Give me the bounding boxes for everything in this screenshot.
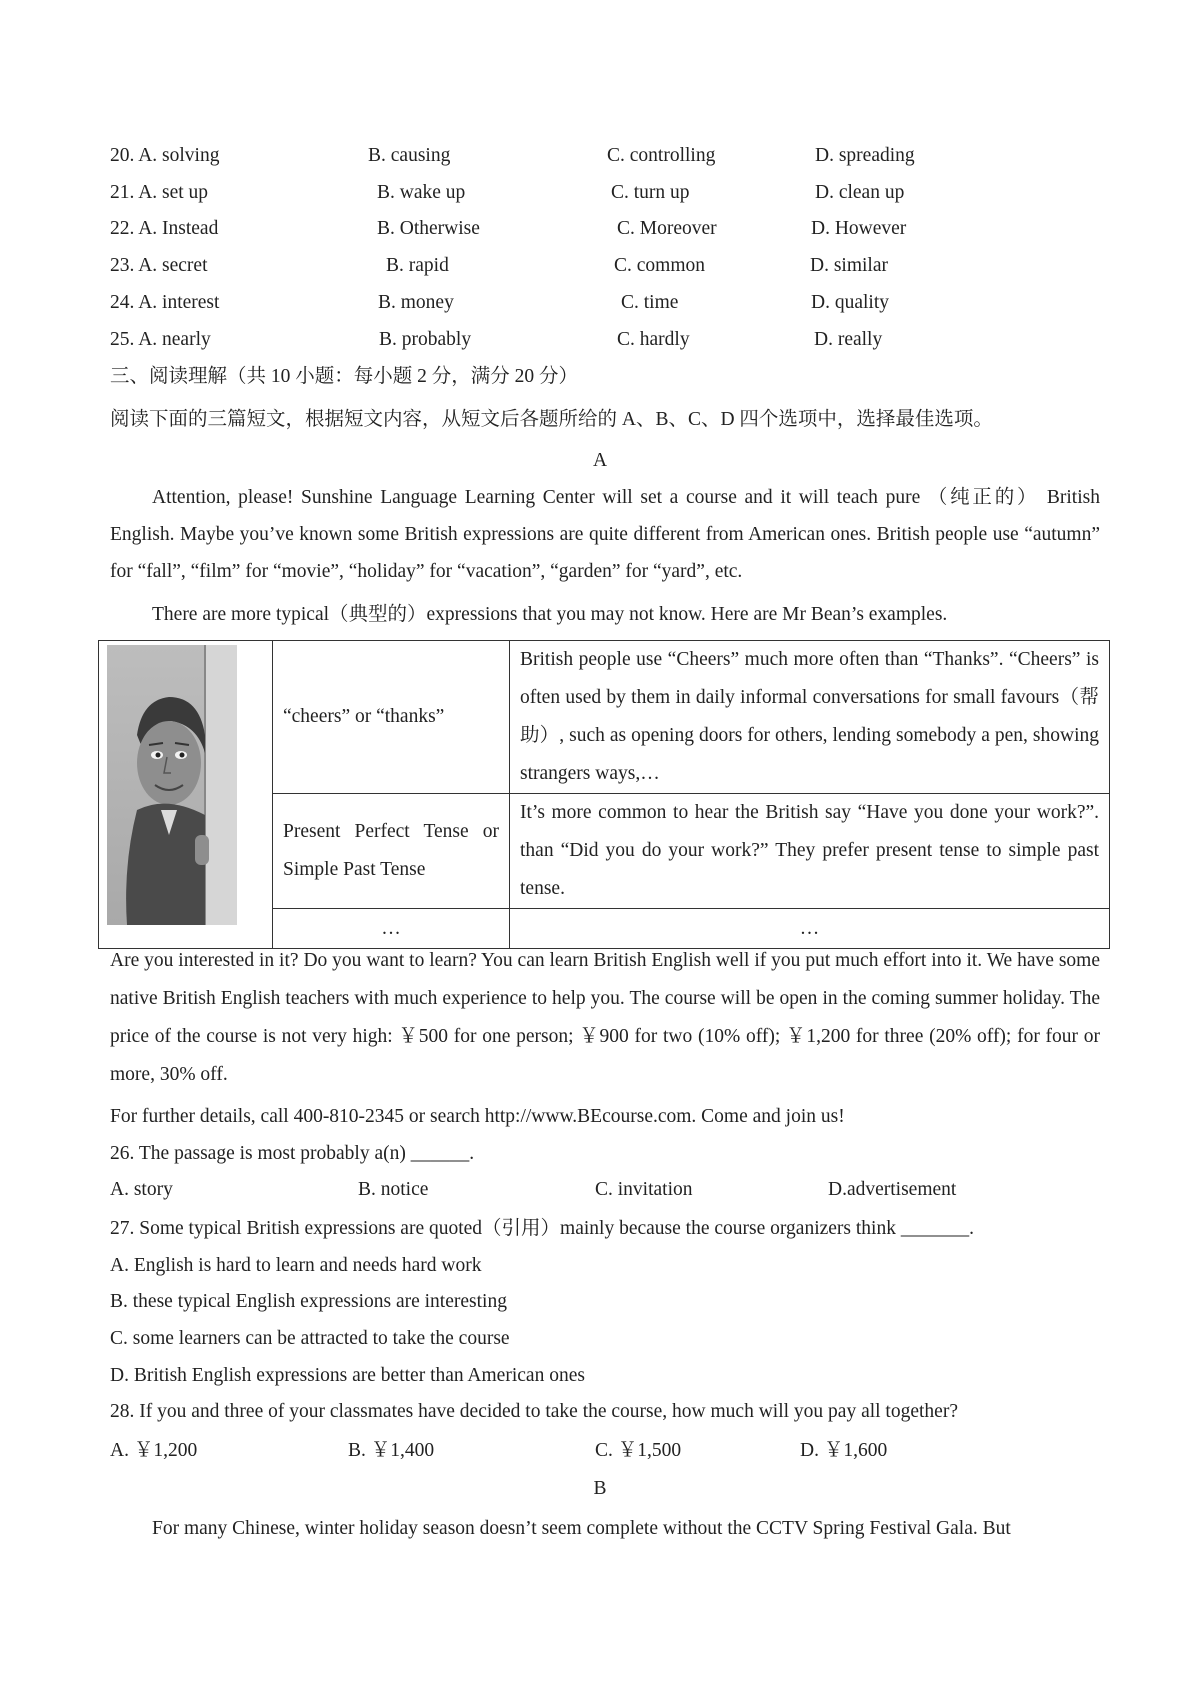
option-a: A. story xyxy=(110,1179,173,1200)
table-cell-desc: British people use “Cheers” much more often than “Thanks”. “Cheers” is often used by them in daily informal conversations for small favours（帮助）, such as opening doors for others, lending somebody a pen, showing strangers ways,… xyxy=(510,641,1110,794)
mr-bean-portrait-image xyxy=(107,645,237,925)
option-d: D. ￥1,600 xyxy=(800,1440,888,1461)
option-c: C. ￥1,500 xyxy=(595,1440,682,1461)
option-b: B. causing xyxy=(368,145,451,166)
portrait-cell xyxy=(99,641,273,949)
table-cell-term: “cheers” or “thanks” xyxy=(273,641,510,794)
option-b: B. ￥1,400 xyxy=(348,1440,435,1461)
passage-a-para3: Are you interested in it? Do you want to learn? You can learn British English well if you put much effort into it. We have some native British English teachers with much experience to help you. The course will be open in the coming summer holiday. The price of the course is not very high: ￥500 for one person; ￥900 for two (10% off); ￥1,200 for three (20% off); for four or more, 30% off. xyxy=(110,950,1100,1085)
option-b: B. rapid xyxy=(386,255,449,276)
option-c: C. hardly xyxy=(617,329,690,350)
question-27-option-c: C. some learners can be attracted to take the course xyxy=(110,1328,510,1349)
option-a: 23. A. secret xyxy=(110,255,208,276)
option-c: C. turn up xyxy=(611,182,690,203)
option-d: D. similar xyxy=(810,255,888,276)
passage-a-para2: There are more typical（典型的）expressions that you may not know. Here are Mr Bean’s examples. xyxy=(152,604,948,625)
option-a: 22. A. Instead xyxy=(110,218,219,239)
passage-b-para1: For many Chinese, winter holiday season doesn’t seem complete without the CCTV Spring Festival Gala. But xyxy=(152,1518,1011,1539)
section-heading: 三、阅读理解（共 10 小题：每小题 2 分，满分 20 分） xyxy=(110,366,579,387)
option-d: D. spreading xyxy=(815,145,915,166)
option-d: D. really xyxy=(814,329,883,350)
option-d: D. quality xyxy=(811,292,889,313)
option-b: B. wake up xyxy=(377,182,466,203)
option-a: 20. A. solving xyxy=(110,145,220,166)
option-b: B. notice xyxy=(358,1179,429,1200)
table-row xyxy=(99,641,1110,794)
question-28-options xyxy=(0,1436,1200,1466)
passage-a-para1: Attention, please! Sunshine Language Learning Center will set a course and it will teach pure （纯正的） British English. Maybe you’ve known some British expressions are quite different from American ones. British people use “autumn” for “fall”, “film” for “movie”, “holiday” for “vacation”, “garden” for “yard”, etc. xyxy=(110,487,1100,582)
option-b: B. probably xyxy=(379,329,472,350)
option-c: C. controlling xyxy=(607,145,716,166)
option-row-25 xyxy=(0,325,1200,355)
question-26-options xyxy=(0,1175,1200,1205)
table-cell-term: … xyxy=(273,909,510,949)
option-c: C. common xyxy=(614,255,705,276)
passage-b-label: B xyxy=(593,1478,607,1499)
option-c: C. time xyxy=(621,292,679,313)
option-b: B. Otherwise xyxy=(377,218,480,239)
option-a: 24. A. interest xyxy=(110,292,220,313)
option-b: B. money xyxy=(378,292,454,313)
option-row-21 xyxy=(0,178,1200,208)
option-row-20 xyxy=(0,141,1200,171)
option-row-23 xyxy=(0,251,1200,281)
question-27-option-a: A. English is hard to learn and needs hard work xyxy=(110,1255,482,1276)
option-d: D. However xyxy=(811,218,907,239)
question-27-stem: 27. Some typical British expressions are quoted（引用）mainly because the course organizers think _______. xyxy=(110,1218,974,1239)
question-28-stem: 28. If you and three of your classmates have decided to take the course, how much will you pay all together? xyxy=(110,1401,958,1422)
question-26-stem: 26. The passage is most probably a(n) ______. xyxy=(110,1143,475,1164)
option-row-24 xyxy=(0,288,1200,318)
option-d: D. clean up xyxy=(815,182,905,203)
passage-a-para4: For further details, call 400-810-2345 or search http://www.BEcourse.com. Come and join us! xyxy=(110,1106,845,1127)
table-cell-desc: … xyxy=(510,909,1110,949)
option-c: C. Moreover xyxy=(617,218,717,239)
expressions-table xyxy=(98,640,1110,949)
passage-a-label: A xyxy=(592,450,608,471)
question-27-option-b: B. these typical English expressions are interesting xyxy=(110,1291,507,1312)
option-row-22 xyxy=(0,214,1200,244)
option-c: C. invitation xyxy=(595,1179,693,1200)
option-a: 21. A. set up xyxy=(110,182,209,203)
table-cell-desc: It’s more common to hear the British say “Have you done your work?”. than “Did you do your work?” They prefer present tense to simple past tense. xyxy=(510,794,1110,909)
option-a: A. ￥1,200 xyxy=(110,1440,198,1461)
section-instruction: 阅读下面的三篇短文，根据短文内容，从短文后各题所给的 A、B、C、D 四个选项中，选择最佳选项。 xyxy=(110,409,993,430)
option-a: 25. A. nearly xyxy=(110,329,211,350)
question-27-option-d: D. British English expressions are better than American ones xyxy=(110,1365,585,1386)
table-cell-term: Present Perfect Tense or Simple Past Tense xyxy=(273,794,510,909)
option-d: D.advertisement xyxy=(828,1179,957,1200)
